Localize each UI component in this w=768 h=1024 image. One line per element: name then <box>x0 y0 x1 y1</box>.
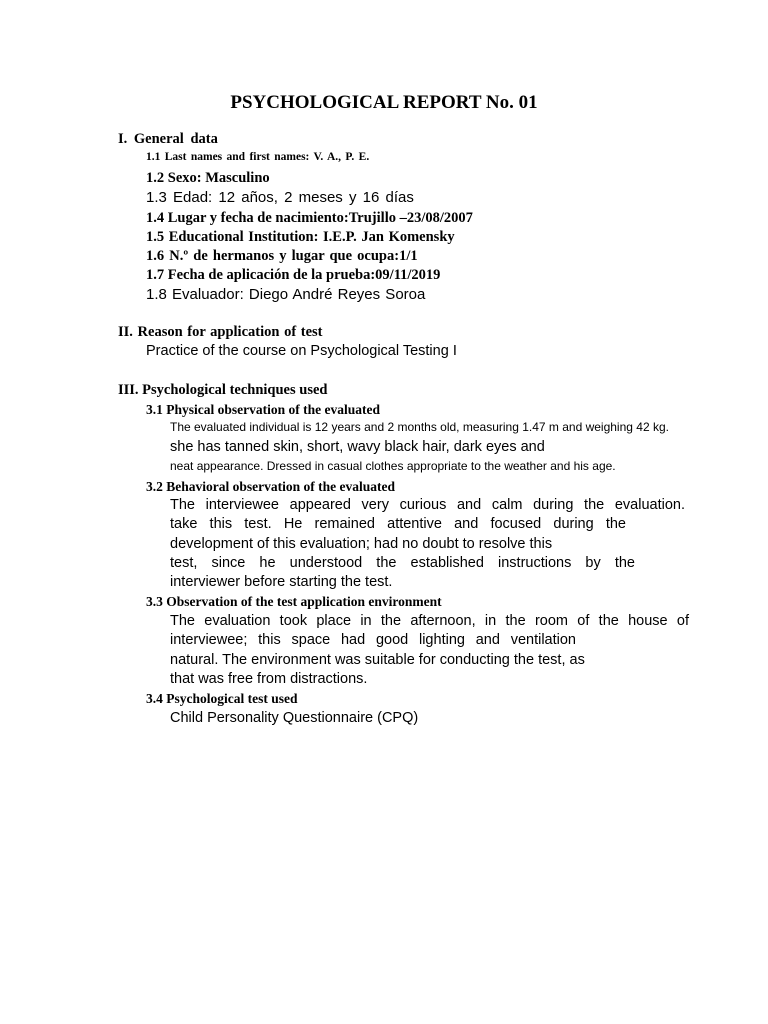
behavioral-observation-line: development of this evaluation; had no doubt to resolve this <box>170 536 553 552</box>
environment-observation-line: interviewee; this space had good lighting and ventilation <box>170 632 576 648</box>
behavioral-observation-line: interviewer before starting the test. <box>170 574 393 590</box>
general-data-item: 1.1 Last names and first names: V. A., P. E. <box>146 151 370 163</box>
reason-text: Practice of the course on Psychological Testing I <box>146 343 457 359</box>
subsection-3-1-heading: 3.1 Physical observation of the evaluated <box>146 402 380 417</box>
general-data-item: 1.5 Educational Institution: I.E.P. Jan Komensky <box>146 229 455 245</box>
general-data-item: 1.3 Edad: 12 años, 2 meses y 16 días <box>146 189 414 206</box>
report-title: PSYCHOLOGICAL REPORT No. 01 <box>230 92 538 113</box>
physical-observation-line: she has tanned skin, short, wavy black hair, dark eyes and <box>170 439 545 455</box>
psychological-test-name: Child Personality Questionnaire (CPQ) <box>170 710 419 726</box>
general-data-item: 1.4 Lugar y fecha de nacimiento:Trujillo –23/08/2007 <box>146 210 473 226</box>
physical-observation-line: neat appearance. Dressed in casual clothes appropriate to the weather and his age. <box>170 459 616 473</box>
subsection-3-3-heading: 3.3 Observation of the test application environment <box>146 594 442 609</box>
subsection-3-4-heading: 3.4 Psychological test used <box>146 691 298 706</box>
section-1-heading: I. General data <box>118 131 218 147</box>
environment-observation-line: The evaluation took place in the afternoon, in the room of the house of <box>170 613 689 629</box>
physical-observation-line: The evaluated individual is 12 years and 2 months old, measuring 1.47 m and weighing 42 kg. <box>170 420 669 434</box>
general-data-item: 1.2 Sexo: Masculino <box>146 170 270 186</box>
behavioral-observation-line: test, since he understood the established instructions by the <box>170 555 635 571</box>
section-2-heading: II. Reason for application of test <box>118 324 323 340</box>
environment-observation-line: natural. The environment was suitable for conducting the test, as <box>170 652 585 668</box>
environment-observation-line: that was free from distractions. <box>170 671 368 687</box>
behavioral-observation-line: The interviewee appeared very curious and calm during the evaluation. <box>170 497 685 513</box>
behavioral-observation-line: take this test. He remained attentive and focused during the <box>170 516 626 532</box>
general-data-item: 1.8 Evaluador: Diego André Reyes Soroa <box>146 286 426 303</box>
general-data-item: 1.7 Fecha de aplicación de la prueba:09/11/2019 <box>146 267 441 283</box>
section-3-heading: III. Psychological techniques used <box>118 382 328 398</box>
general-data-item: 1.6 N.º de hermanos y lugar que ocupa:1/1 <box>146 248 418 264</box>
subsection-3-2-heading: 3.2 Behavioral observation of the evaluated <box>146 479 395 494</box>
